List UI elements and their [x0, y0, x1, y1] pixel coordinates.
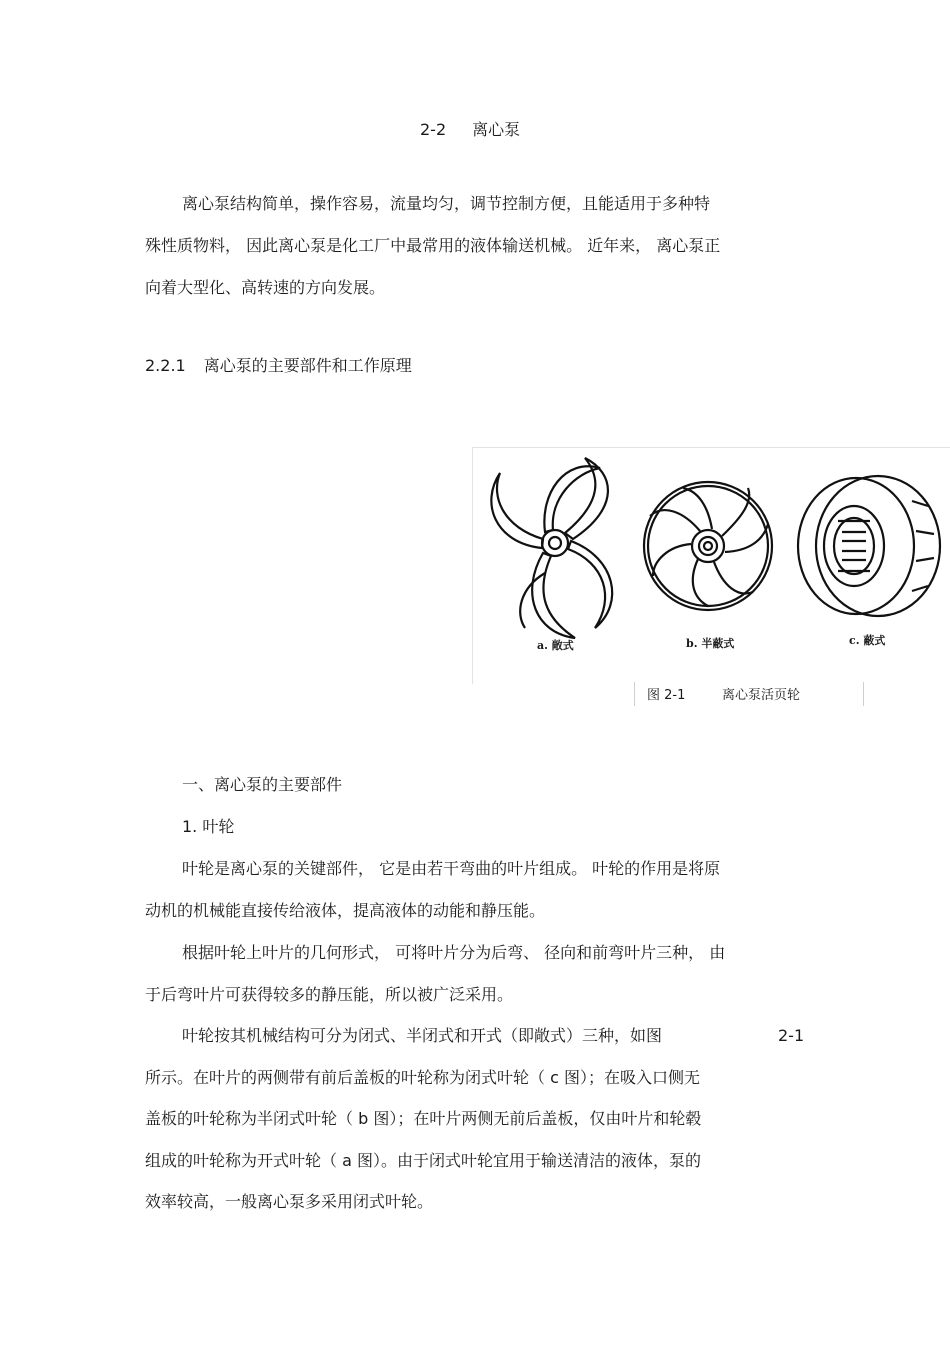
item-heading: 1. 叶轮	[182, 817, 235, 836]
para3-line-2: 所示。在叶片的两侧带有前后盖板的叶轮称为闭式叶轮（ c 图）；在吸入口侧无	[145, 1068, 700, 1087]
label-open-impeller: a. 敞式	[537, 639, 574, 652]
para3-line-1: 叶轮按其机械结构可分为闭式、半闭式和开式（即敞式）三种，如图	[182, 1026, 663, 1045]
para3-figure-ref: 2-1	[778, 1026, 805, 1045]
title-text: 离心泵	[472, 120, 521, 139]
label-semi-closed-impeller: b. 半蔽式	[686, 637, 735, 650]
para3-line-4: 组成的叶轮称为开式叶轮（ a 图）。由于闭式叶轮宜用于输送清洁的液体，泵的	[145, 1151, 701, 1170]
closed-impeller-drawing	[798, 476, 940, 616]
title-number: 2-2	[420, 120, 447, 139]
section-heading	[145, 356, 412, 376]
para2-line-2: 于后弯叶片可获得较多的静压能，所以被广泛采用。	[145, 985, 514, 1004]
intro-line-2: 殊性质物料， 因此离心泵是化工厂中最常用的液体输送机械。 近年来， 离心泵正	[145, 236, 721, 255]
para1-line-1: 叶轮是离心泵的关键部件， 它是由若干弯曲的叶片组成。 叶轮的作用是将原	[182, 859, 721, 878]
figure-caption-number: 图 2-1	[647, 688, 686, 703]
label-closed-impeller: c. 蔽式	[849, 634, 886, 647]
para2-line-1: 根据叶轮上叶片的几何形式， 可将叶片分为后弯、 径向和前弯叶片三种， 由	[182, 943, 726, 962]
intro-line-1: 离心泵结构简单，操作容易，流量均匀，调节控制方便，且能适用于多种特	[182, 194, 711, 213]
section-text: 离心泵的主要部件和工作原理	[203, 356, 412, 375]
page-title	[420, 120, 520, 140]
section-number: 2.2.1	[145, 356, 186, 375]
para3-line-5: 效率较高，一般离心泵多采用闭式叶轮。	[145, 1192, 434, 1211]
intro-line-3: 向着大型化、高转速的方向发展。	[145, 278, 386, 297]
part-heading: 一、离心泵的主要部件	[182, 775, 343, 794]
semi-closed-impeller-drawing	[644, 482, 772, 610]
para1-line-2: 动机的机械能直接传给液体，提高液体的动能和静压能。	[145, 901, 546, 920]
para3-line-3: 盖板的叶轮称为半闭式叶轮（ b 图）；在叶片两侧无前后盖板，仅由叶片和轮毂	[145, 1109, 702, 1128]
open-impeller-drawing	[491, 458, 612, 638]
figure-caption-text: 离心泵活页轮	[722, 688, 801, 703]
impeller-figure	[472, 447, 950, 684]
